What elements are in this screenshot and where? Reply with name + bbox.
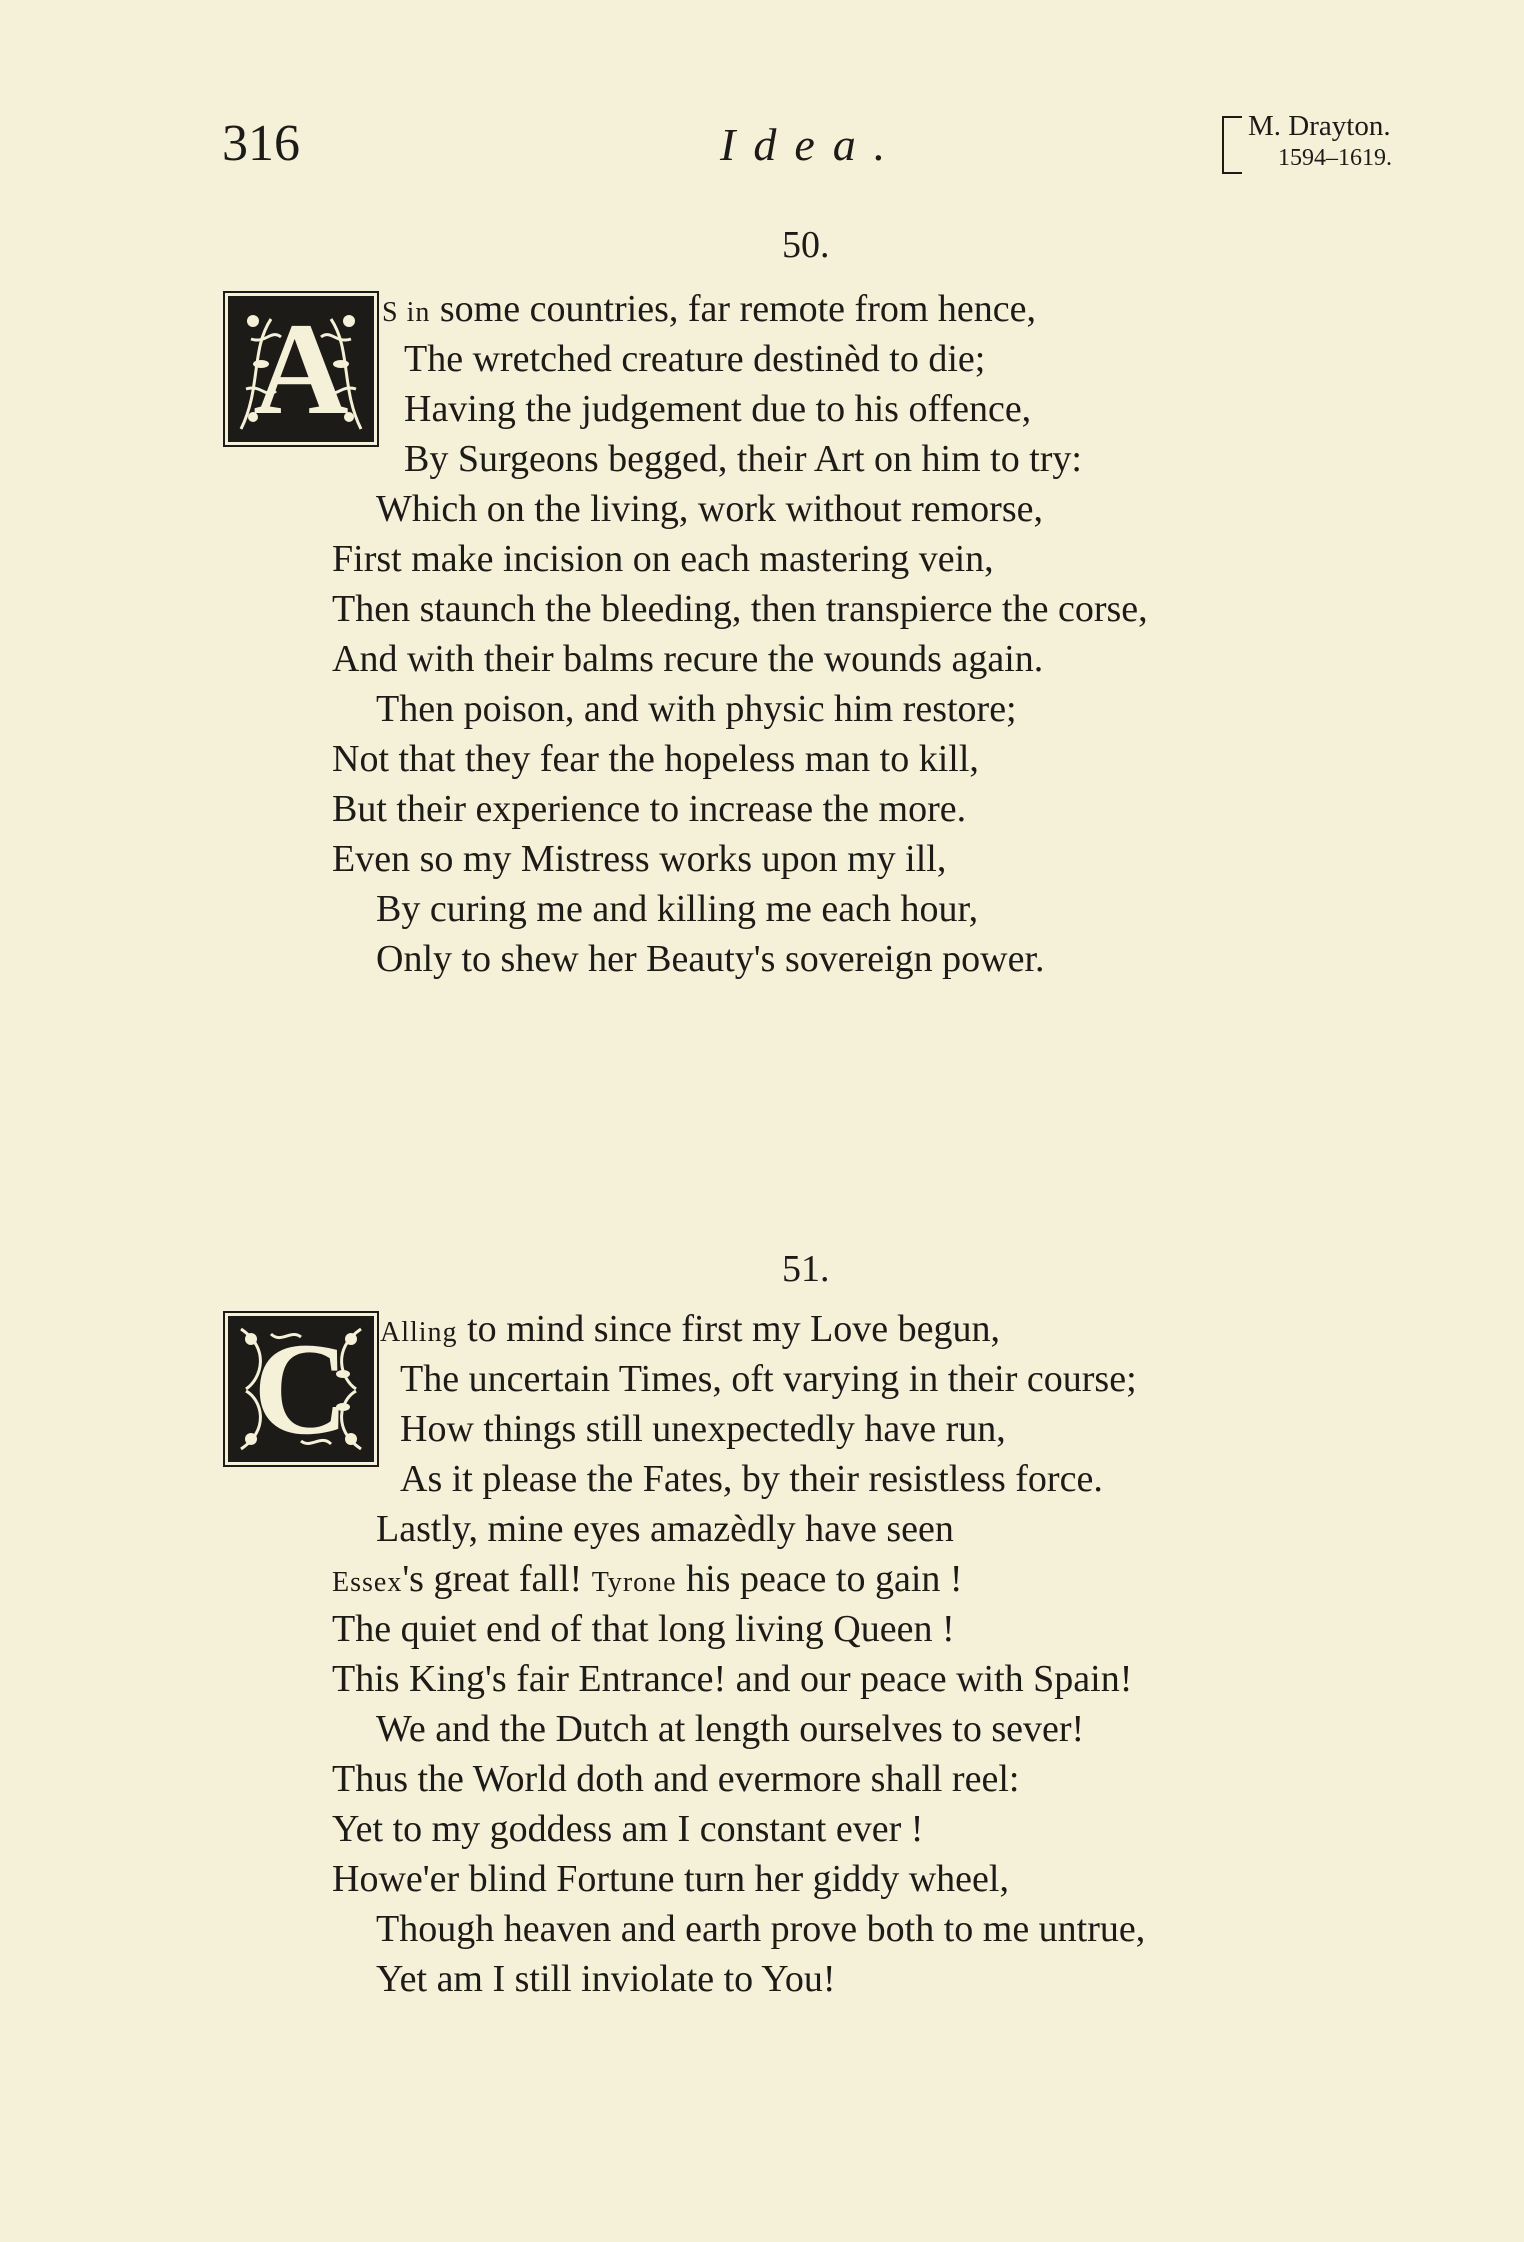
running-title: Idea. [720,119,904,170]
verse-line: Lastly, mine eyes amazèdly have seen [376,1508,954,1550]
dropcap-letter: C [253,1316,349,1462]
verse-line: Yet to my goddess am I constant ever ! [332,1808,924,1850]
verse-line: Though heaven and earth prove both to me untrue, [376,1908,1146,1950]
verse-line: By curing me and killing me each hour, [376,888,979,930]
verse-line: Then poison, and with physic him restore; [376,688,1017,730]
dropcap-ornament [228,296,374,442]
verse-line: By Surgeons begged, their Art on him to try: [404,438,1082,480]
first-line-text: to mind since first my Love begun, [457,1308,1001,1350]
verse-line: We and the Dutch at length ourselves to sever! [376,1708,1085,1750]
verse-line [332,1560,963,1598]
verse-line: Then staunch the bleeding, then transpierce the corse, [332,588,1148,630]
page-number: 316 [222,115,300,172]
sonnet-number: 51. [782,1248,830,1290]
verse-line: How things still unexpectedly have run, [400,1408,1006,1450]
dropcap-letter: A [253,296,349,442]
verse-line: Only to shew her Beauty's sovereign power. [376,938,1045,980]
verse-line [380,1310,1000,1348]
smallcaps-opening: Alling [380,1317,458,1348]
smallcaps-opening: S in [382,297,431,328]
verse-line: As it please the Fates, by their resistless force. [400,1458,1103,1500]
verse-line: This King's fair Entrance! and our peace with Spain! [332,1658,1133,1700]
verse-line: But their experience to increase the more. [332,788,967,830]
verse-line: Having the judgement due to his offence, [404,388,1032,430]
author-name: M. Drayton. [1248,110,1391,142]
verse-line: Howe'er blind Fortune turn her giddy wheel, [332,1858,1009,1900]
first-line-text: some countries, far remote from hence, [430,288,1037,330]
author-dates: 1594–1619. [1278,145,1392,171]
verse-line: Yet am I still inviolate to You! [376,1958,836,2000]
dropcap-ornament [228,1316,374,1462]
verse-line: Even so my Mistress works upon my ill, [332,838,947,880]
line-text: 's great fall! [402,1558,592,1600]
verse-line: First make incision on each mastering vein, [332,538,994,580]
verse-line [382,290,1036,328]
smallcaps-name: Essex [332,1567,403,1598]
author-bracket [1222,116,1242,174]
sonnet-number: 50. [782,224,830,266]
line-text: his peace to gain ! [676,1558,963,1600]
verse-line: The uncertain Times, oft varying in their course; [400,1358,1137,1400]
verse-line: The wretched creature destinèd to die; [404,338,986,380]
verse-line: Thus the World doth and evermore shall reel: [332,1758,1020,1800]
verse-line: The quiet end of that long living Queen ! [332,1608,955,1650]
smallcaps-name: Tyrone [591,1567,677,1598]
verse-line: Which on the living, work without remorse, [376,488,1043,530]
verse-line: And with their balms recure the wounds again. [332,638,1044,680]
verse-line: Not that they fear the hopeless man to kill, [332,738,979,780]
